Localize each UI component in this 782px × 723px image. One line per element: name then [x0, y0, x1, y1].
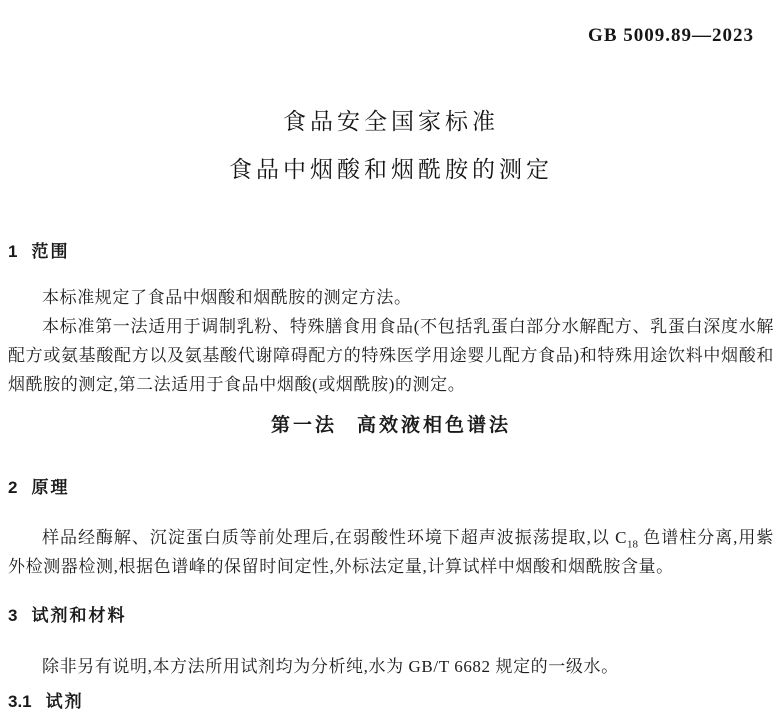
method1-heading	[8, 415, 774, 437]
section-title: 范围	[31, 242, 70, 261]
section-number: 2	[8, 478, 18, 497]
document-title-line1: 食品安全国家标准	[283, 109, 499, 134]
subsection-number: 3.1	[8, 692, 32, 711]
section-heading-reagents	[8, 607, 774, 625]
section-title: 原理	[31, 478, 70, 497]
standard-number: GB 5009.89—2023	[588, 25, 754, 46]
document-title-line2: 食品中烟酸和烟酰胺的测定	[229, 157, 553, 182]
principle-text-part1: 样品经酶解、沉淀蛋白质等前处理后,在弱酸性环境下超声波振荡提取,以 C	[42, 528, 628, 547]
c18-subscript: 18	[627, 538, 639, 551]
scope-paragraph-1: 本标准规定了食品中烟酸和烟酰胺的测定方法。	[42, 288, 412, 307]
reagents-paragraph: 除非另有说明,本方法所用试剂均为分析纯,水为 GB/T 6682 规定的一级水。	[42, 657, 619, 676]
section-number: 1	[8, 242, 18, 261]
scope-paragraph-2: 本标准第一法适用于调制乳粉、特殊膳食用食品(不包括乳蛋白部分水解配方、乳蛋白深度水解配方或氨基酸配方以及氨基酸代谢障碍配方的特殊医学用途婴儿配方食品)和特殊用途饮料中烟酸和烟酰胺的测定,第二法适用于食品中烟酸(或烟酰胺)的测定。	[8, 317, 774, 394]
principle-text-part2: 色谱柱分离,用紫外检测器检测,根据色谱峰的保留时间定性,外标法定量,计算试样中烟酸和烟酰胺含量。	[8, 528, 774, 576]
principle-paragraph	[8, 523, 774, 581]
section-number: 3	[8, 606, 18, 625]
section-heading-principle	[8, 479, 774, 497]
method1-name: 高效液相色谱法	[357, 415, 512, 436]
method1-label: 第一法	[270, 415, 337, 436]
subsection-title: 试剂	[45, 692, 84, 711]
section-title: 试剂和材料	[31, 606, 127, 625]
section-heading-scope	[8, 243, 774, 261]
subsection-heading-reagents	[8, 693, 774, 711]
